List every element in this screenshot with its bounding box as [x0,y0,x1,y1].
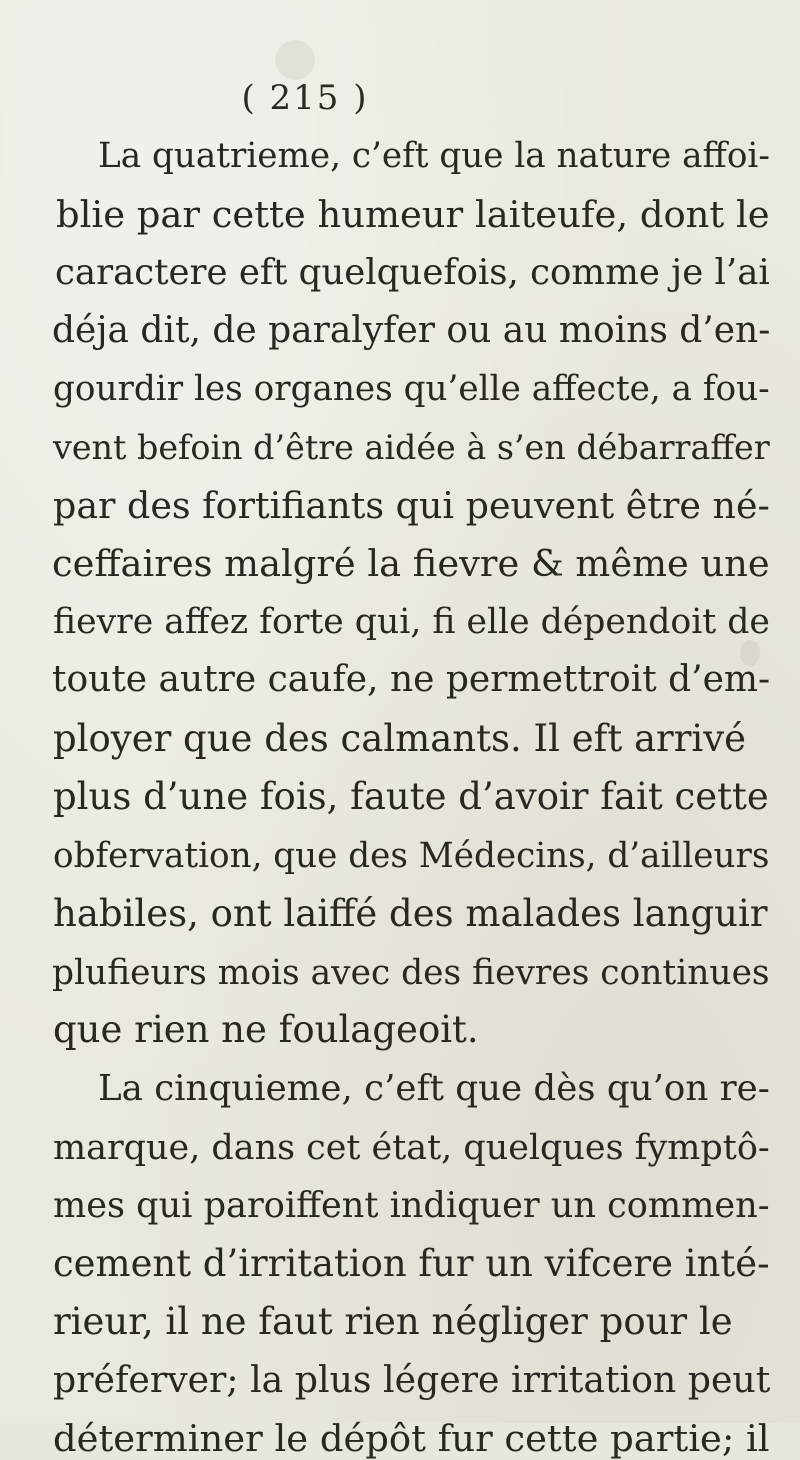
text-line: obfervation, que des Médecins, d’ailleurs [53,836,770,876]
text-line: déja dit, de paralyfer ou au moins d’en- [52,310,771,351]
text-line: habiles, ont laiffé des malades languir [53,892,768,935]
text-line: ceffaires malgré la fievre & même une [52,542,770,585]
text-line: plus d’une fois, faute d’avoir fait cette [53,775,769,818]
paper-stain [275,40,315,80]
text-line: rieur, il ne faut rien négliger pour le [53,1300,733,1343]
text-line: La cinquieme, c’eft que dès qu’on re- [98,1068,770,1109]
text-line: que rien ne foulageoit. [53,1008,479,1051]
text-line: fievre affez forte qui, fi elle dépendoit de [53,602,770,642]
text-line: préferver; la plus légere irritation peut [53,1358,771,1401]
text-line: caractere eft quelquefois, comme je l’ai [55,252,770,293]
text-line: mes qui paroiffent indiquer un commen- [53,1185,770,1226]
page-number: ( 215 ) [241,78,369,118]
text-line: toute autre caufe, ne permettroit d’em- [52,659,771,700]
text-line: La quatrieme, c’eft que la nature affoi- [98,136,770,176]
text-line: déterminer le dépôt fur cette partie; il [53,1417,770,1460]
text-line: cement d’irritation fur un vifcere inté- [53,1242,770,1285]
text-line: vent befoin d’être aidée à s’en débarraffer [53,428,770,467]
text-line: marque, dans cet état, quelques fymptô- [53,1128,770,1168]
text-line: gourdir les organes qu’elle affecte, a fou- [53,369,770,409]
text-line: plufieurs mois avec des fievres continues [52,953,770,993]
text-line: ployer que des calmants. Il eft arrivé [53,717,747,760]
text-line: blie par cette humeur laiteufe, dont le [56,193,770,236]
text-line: par des fortifiants qui peuvent être né- [53,484,770,527]
